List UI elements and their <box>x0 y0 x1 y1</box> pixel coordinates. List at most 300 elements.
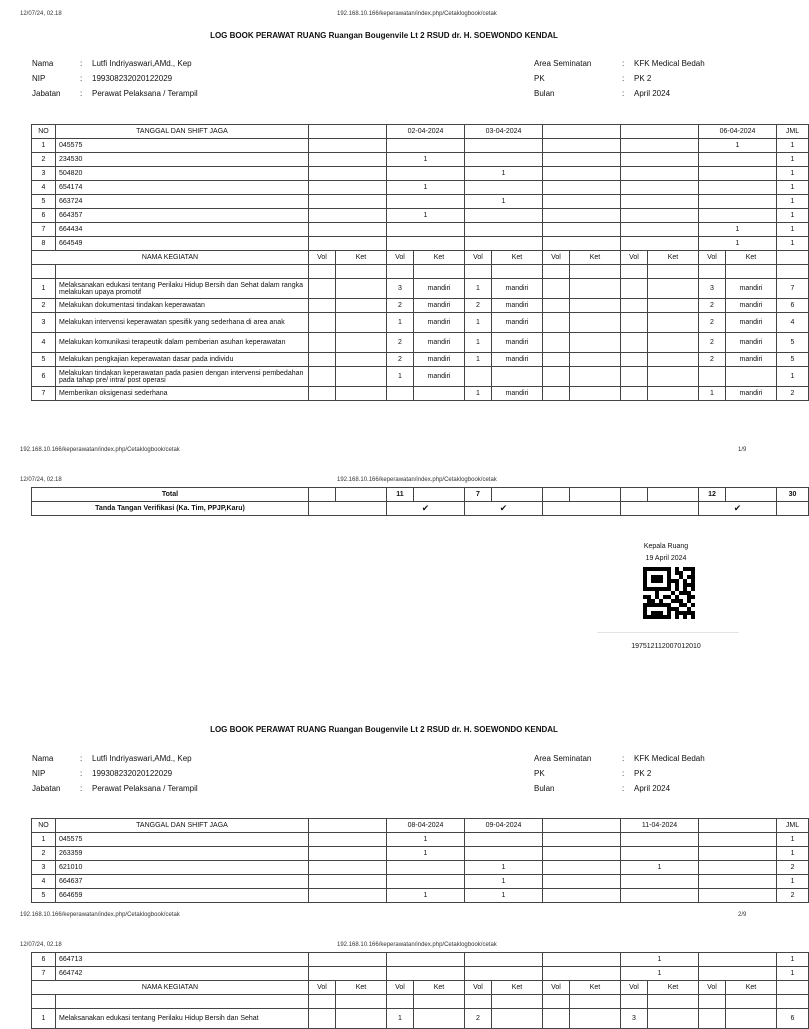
patient-row <box>32 861 809 875</box>
shift-cell: 1 <box>387 847 465 861</box>
vol-cell <box>465 367 492 387</box>
ket-cell <box>648 367 699 387</box>
row-total: 1 <box>777 181 809 195</box>
verification-row <box>32 502 809 516</box>
shift-cell <box>699 209 777 223</box>
row-total: 5 <box>777 353 809 367</box>
bulan-label: Bulan <box>534 784 555 793</box>
shift-cell <box>699 967 777 981</box>
shift-cell <box>387 139 465 153</box>
blank-cell <box>621 995 648 1009</box>
vol-cell: 2 <box>699 333 726 353</box>
blank-cell <box>414 995 465 1009</box>
vol-cell: 2 <box>465 299 492 313</box>
patient-row <box>32 889 809 903</box>
ket-cell <box>570 333 621 353</box>
logbook-table-page1 <box>31 124 809 401</box>
qr-code <box>643 567 695 619</box>
nama-value: Lutfi Indriyaswari,AMd., Kep <box>92 59 192 68</box>
vol-header: Vol <box>465 251 492 265</box>
shift-cell <box>465 847 543 861</box>
vol-cell <box>621 367 648 387</box>
shift-cell: 1 <box>465 861 543 875</box>
row-number: 1 <box>32 833 56 847</box>
row-number: 5 <box>32 889 56 903</box>
ket-cell <box>336 353 387 367</box>
tanggal-header: TANGGAL DAN SHIFT JAGA <box>56 819 309 833</box>
vol-header: Vol <box>621 981 648 995</box>
ket-header: Ket <box>336 981 387 995</box>
bulan-value: April 2024 <box>634 89 671 98</box>
blank-cell <box>336 995 387 1009</box>
nip-value: 199308232020122029 <box>92 74 173 83</box>
vol-cell <box>699 1009 726 1029</box>
jml-header: JML <box>777 819 809 833</box>
patient-id: 664357 <box>56 209 309 223</box>
activity-row <box>32 353 809 367</box>
vol-cell <box>387 387 414 401</box>
shift-cell <box>543 195 621 209</box>
shift-cell <box>309 167 387 181</box>
shift-cell <box>699 181 777 195</box>
shift-cell <box>465 967 543 981</box>
ket-cell <box>336 299 387 313</box>
total-vol <box>543 488 570 502</box>
vol-cell: 2 <box>699 313 726 333</box>
total-vol: 11 <box>387 488 414 502</box>
row-total: 2 <box>777 387 809 401</box>
patient-id: 664637 <box>56 875 309 889</box>
page-title: LOG BOOK PERAWAT RUANG Ruangan Bougenvile Lt 2 RSUD dr. H. SOEWONDO KENDAL <box>210 31 558 40</box>
jabatan-value: Perawat Pelaksana / Terampil <box>92 784 198 793</box>
date-header-row <box>32 819 809 833</box>
shift-cell: 1 <box>621 861 699 875</box>
ket-cell: mandiri <box>414 279 465 299</box>
nip-label: NIP <box>32 74 46 83</box>
total-vol <box>309 488 336 502</box>
ket-header: Ket <box>414 981 465 995</box>
patient-id: 664713 <box>56 953 309 967</box>
shift-cell <box>465 223 543 237</box>
row-total: 1 <box>777 847 809 861</box>
vol-cell: 3 <box>699 279 726 299</box>
date-header: 02-04-2024 <box>387 125 465 139</box>
ket-cell <box>570 387 621 401</box>
shift-cell <box>621 833 699 847</box>
vol-cell <box>543 279 570 299</box>
print-url: 192.168.10.166/keperawatan/index.php/Cetaklogbook/cetak <box>337 11 497 17</box>
verification-check-icon: ✔ <box>699 502 777 516</box>
total-ket <box>492 488 543 502</box>
activity-label: Memberikan oksigenasi sederhana <box>56 387 309 401</box>
nip-value: 199308232020122029 <box>92 769 173 778</box>
total-ket <box>336 488 387 502</box>
jabatan-value: Perawat Pelaksana / Terampil <box>92 89 198 98</box>
row-number: 2 <box>32 847 56 861</box>
patient-row <box>32 167 809 181</box>
kepala-nip: 197512112007012010 <box>631 643 701 650</box>
page-title-2: LOG BOOK PERAWAT RUANG Ruangan Bougenvile Lt 2 RSUD dr. H. SOEWONDO KENDAL <box>210 725 558 734</box>
shift-cell <box>465 237 543 251</box>
vol-cell: 2 <box>387 353 414 367</box>
vol-cell <box>543 299 570 313</box>
ket-cell: mandiri <box>726 299 777 313</box>
page-number: 2/9 <box>738 912 747 918</box>
colon: : <box>622 769 625 778</box>
row-total: 1 <box>777 167 809 181</box>
ket-cell <box>570 1009 621 1029</box>
blank-cell <box>648 995 699 1009</box>
row-total: 1 <box>777 237 809 251</box>
shift-cell <box>309 833 387 847</box>
date-header-row <box>32 125 809 139</box>
blank-cell <box>777 265 809 279</box>
vol-header: Vol <box>387 981 414 995</box>
vol-header: Vol <box>543 251 570 265</box>
print-timestamp: 12/07/24, 02.18 <box>20 11 62 17</box>
row-number: 5 <box>32 353 56 367</box>
row-total: 1 <box>777 875 809 889</box>
vol-cell <box>309 1009 336 1029</box>
colon: : <box>80 754 83 763</box>
row-total: 1 <box>777 833 809 847</box>
row-number: 7 <box>32 387 56 401</box>
page-number: 1/9 <box>738 447 747 453</box>
blank-cell <box>543 995 570 1009</box>
staff-info-right-2 <box>534 751 705 796</box>
shift-cell: 1 <box>387 153 465 167</box>
date-header <box>309 819 387 833</box>
shift-cell <box>543 209 621 223</box>
ket-cell <box>726 367 777 387</box>
shift-cell <box>387 237 465 251</box>
blank-cell <box>465 995 492 1009</box>
date-header: 03-04-2024 <box>465 125 543 139</box>
ket-cell <box>336 1009 387 1029</box>
shift-cell <box>543 861 621 875</box>
vol-header: Vol <box>465 981 492 995</box>
ket-cell: mandiri <box>492 313 543 333</box>
shift-cell: 1 <box>465 195 543 209</box>
section-letter <box>32 265 56 279</box>
verification-check-icon: ✔ <box>465 502 543 516</box>
vol-cell: 1 <box>387 367 414 387</box>
shift-cell <box>465 181 543 195</box>
ket-header: Ket <box>726 251 777 265</box>
patient-id: 663724 <box>56 195 309 209</box>
vol-cell: 1 <box>465 313 492 333</box>
vol-cell: 1 <box>465 353 492 367</box>
ket-header: Ket <box>414 251 465 265</box>
blank-cell <box>309 265 336 279</box>
patient-id: 654174 <box>56 181 309 195</box>
row-total: 6 <box>777 299 809 313</box>
shift-cell <box>465 209 543 223</box>
blank-cell <box>570 995 621 1009</box>
activity-label: Melakukan dokumentasi tindakan keperawatan <box>56 299 309 313</box>
activity-label: Melaksanakan edukasi tentang Perilaku Hidup Bersih dan Sehat <box>56 1009 309 1029</box>
date-header <box>309 125 387 139</box>
total-vol: 12 <box>699 488 726 502</box>
ket-cell <box>414 1009 465 1029</box>
date-header: 08-04-2024 <box>387 819 465 833</box>
patient-id: 045575 <box>56 833 309 847</box>
row-total: 1 <box>777 967 809 981</box>
ket-cell: mandiri <box>492 333 543 353</box>
vol-cell <box>309 333 336 353</box>
ket-cell: mandiri <box>414 367 465 387</box>
ket-cell: mandiri <box>492 353 543 367</box>
total-vol <box>621 488 648 502</box>
vol-cell <box>309 367 336 387</box>
vol-header: Vol <box>699 981 726 995</box>
shift-cell <box>699 861 777 875</box>
vol-header: Vol <box>621 251 648 265</box>
ket-cell <box>570 313 621 333</box>
nama-kegiatan-header: NAMA KEGIATAN <box>32 251 309 265</box>
row-number: 1 <box>32 1009 56 1029</box>
shift-cell <box>543 139 621 153</box>
blank-cell <box>336 265 387 279</box>
verification-check-icon <box>309 502 387 516</box>
row-number: 6 <box>32 209 56 223</box>
verification-label: Tanda Tangan Verifikasi (Ka. Tim, PPJP,Karu) <box>32 502 309 516</box>
shift-cell <box>387 195 465 209</box>
shift-cell <box>543 833 621 847</box>
date-header: 06-04-2024 <box>699 125 777 139</box>
shift-cell <box>543 181 621 195</box>
ket-cell <box>570 367 621 387</box>
total-ket <box>414 488 465 502</box>
row-total: 2 <box>777 861 809 875</box>
shift-cell <box>465 953 543 967</box>
patient-row <box>32 953 809 967</box>
shift-cell <box>543 237 621 251</box>
ket-cell <box>726 1009 777 1029</box>
ket-header: Ket <box>336 251 387 265</box>
row-total: 1 <box>777 153 809 167</box>
shift-cell <box>387 861 465 875</box>
grand-total: 30 <box>777 488 809 502</box>
vol-cell: 2 <box>699 353 726 367</box>
vol-cell <box>699 367 726 387</box>
colon: : <box>622 74 625 83</box>
patient-row <box>32 209 809 223</box>
ket-header: Ket <box>570 251 621 265</box>
nama-label: Nama <box>32 754 54 763</box>
vol-cell <box>543 313 570 333</box>
blank-cell <box>414 265 465 279</box>
shift-cell: 1 <box>699 139 777 153</box>
vol-cell: 1 <box>387 313 414 333</box>
no-header: NO <box>32 819 56 833</box>
activity-row <box>32 387 809 401</box>
row-total: 1 <box>777 953 809 967</box>
vol-cell: 3 <box>621 1009 648 1029</box>
vol-header: Vol <box>309 251 336 265</box>
vol-cell: 1 <box>699 387 726 401</box>
patient-id: 234530 <box>56 153 309 167</box>
total-ket <box>726 488 777 502</box>
verification-check-icon <box>621 502 699 516</box>
blank-cell <box>777 502 809 516</box>
bulan-value: April 2024 <box>634 784 671 793</box>
colon: : <box>622 754 625 763</box>
row-total: 1 <box>777 209 809 223</box>
shift-cell <box>543 889 621 903</box>
print-footer-url: 192.168.10.166/keperawatan/index.php/Cetaklogbook/cetak <box>20 447 180 453</box>
shift-cell <box>387 167 465 181</box>
vol-cell <box>621 313 648 333</box>
area-value: KFK Medical Bedah <box>634 59 705 68</box>
signature-line <box>597 632 739 633</box>
shift-cell <box>387 875 465 889</box>
activity-row <box>32 333 809 353</box>
blank-cell <box>699 995 726 1009</box>
vol-cell: 2 <box>699 299 726 313</box>
patient-id: 504820 <box>56 167 309 181</box>
vol-header: Vol <box>699 251 726 265</box>
activity-label: Melakukan tindakan keperawatan pada pasien dengan intervensi pembedahan pada tahap pre/ intra/ post operasi <box>56 367 309 387</box>
row-total: 1 <box>777 139 809 153</box>
ket-cell <box>648 313 699 333</box>
row-total: 6 <box>777 1009 809 1029</box>
shift-cell <box>309 181 387 195</box>
patient-row <box>32 223 809 237</box>
nama-kegiatan-header: NAMA KEGIATAN <box>32 981 309 995</box>
blank-cell <box>387 265 414 279</box>
pk-label: PK <box>534 769 545 778</box>
colon: : <box>80 89 83 98</box>
vol-cell <box>543 353 570 367</box>
patient-id: 664659 <box>56 889 309 903</box>
tanggal-header: TANGGAL DAN SHIFT JAGA <box>56 125 309 139</box>
shift-cell: 1 <box>465 889 543 903</box>
vol-header: Vol <box>543 981 570 995</box>
vol-cell <box>543 367 570 387</box>
shift-cell <box>621 139 699 153</box>
vol-cell <box>309 387 336 401</box>
shift-cell: 1 <box>621 953 699 967</box>
row-total: 2 <box>777 889 809 903</box>
ket-header: Ket <box>648 251 699 265</box>
row-number: 1 <box>32 139 56 153</box>
vol-cell <box>543 333 570 353</box>
shift-cell: 1 <box>387 833 465 847</box>
ket-header: Ket <box>726 981 777 995</box>
ket-cell: mandiri <box>492 387 543 401</box>
ket-cell: mandiri <box>726 387 777 401</box>
row-number: 2 <box>32 153 56 167</box>
activity-label: Melakukan komunikasi terapeutik dalam pemberian asuhan keperawatan <box>56 333 309 353</box>
row-number: 6 <box>32 953 56 967</box>
date-header <box>699 819 777 833</box>
shift-cell: 1 <box>699 223 777 237</box>
shift-cell <box>543 223 621 237</box>
row-total: 1 <box>777 223 809 237</box>
shift-cell <box>621 167 699 181</box>
shift-cell: 1 <box>465 167 543 181</box>
patient-row <box>32 237 809 251</box>
blank-cell <box>543 265 570 279</box>
shift-cell <box>699 195 777 209</box>
shift-cell <box>387 967 465 981</box>
date-header: 11-04-2024 <box>621 819 699 833</box>
shift-cell <box>387 223 465 237</box>
row-number: 1 <box>32 279 56 299</box>
staff-info-right <box>534 56 705 101</box>
vol-cell <box>309 353 336 367</box>
shift-cell <box>309 953 387 967</box>
kepala-ruang-label: Kepala Ruang <box>643 543 689 550</box>
section-letter <box>32 995 56 1009</box>
ket-cell: mandiri <box>414 353 465 367</box>
total-ket <box>570 488 621 502</box>
colon: : <box>80 59 83 68</box>
row-number: 6 <box>32 367 56 387</box>
activity-label: Melaksanakan edukasi tentang Perilaku Hidup Bersih dan Sehat dalam rangka melakukan upaya promotif <box>56 279 309 299</box>
row-number: 4 <box>32 181 56 195</box>
shift-cell: 1 <box>699 237 777 251</box>
patient-row <box>32 833 809 847</box>
blank-cell <box>726 265 777 279</box>
print-url: 192.168.10.166/keperawatan/index.php/Cetaklogbook/cetak <box>337 942 497 948</box>
print-footer-url: 192.168.10.166/keperawatan/index.php/Cetaklogbook/cetak <box>20 912 180 918</box>
ket-header: Ket <box>492 981 543 995</box>
section-row <box>32 995 809 1009</box>
shift-cell: 1 <box>387 889 465 903</box>
jml-header: JML <box>777 125 809 139</box>
kegiatan-header-row <box>32 981 809 995</box>
row-number: 2 <box>32 299 56 313</box>
logbook-table-page2 <box>31 818 809 903</box>
jml-blank <box>777 981 809 995</box>
patient-row <box>32 195 809 209</box>
pk-value: PK 2 <box>634 769 652 778</box>
row-number: 3 <box>32 313 56 333</box>
blank-cell <box>648 265 699 279</box>
ket-cell: mandiri <box>726 279 777 299</box>
date-header <box>543 819 621 833</box>
patient-row <box>32 139 809 153</box>
vol-header: Vol <box>387 251 414 265</box>
blank-cell <box>621 265 648 279</box>
shift-cell <box>699 833 777 847</box>
jabatan-label: Jabatan <box>32 89 61 98</box>
shift-cell <box>465 153 543 167</box>
activity-row <box>32 367 809 387</box>
nip-label: NIP <box>32 769 46 778</box>
vol-cell: 1 <box>465 387 492 401</box>
logbook-table-page3 <box>31 952 809 1029</box>
ket-cell: mandiri <box>414 333 465 353</box>
kegiatan-header-row <box>32 251 809 265</box>
row-total: 4 <box>777 313 809 333</box>
shift-cell <box>309 889 387 903</box>
blank-cell <box>699 265 726 279</box>
vol-cell: 1 <box>465 279 492 299</box>
nama-value: Lutfi Indriyaswari,AMd., Kep <box>92 754 192 763</box>
date-header: 09-04-2024 <box>465 819 543 833</box>
print-timestamp: 12/07/24, 02.18 <box>20 942 62 948</box>
total-row <box>32 488 809 502</box>
patient-row <box>32 181 809 195</box>
vol-cell <box>309 299 336 313</box>
shift-cell <box>309 847 387 861</box>
total-ket <box>648 488 699 502</box>
ket-cell <box>336 387 387 401</box>
bulan-label: Bulan <box>534 89 555 98</box>
